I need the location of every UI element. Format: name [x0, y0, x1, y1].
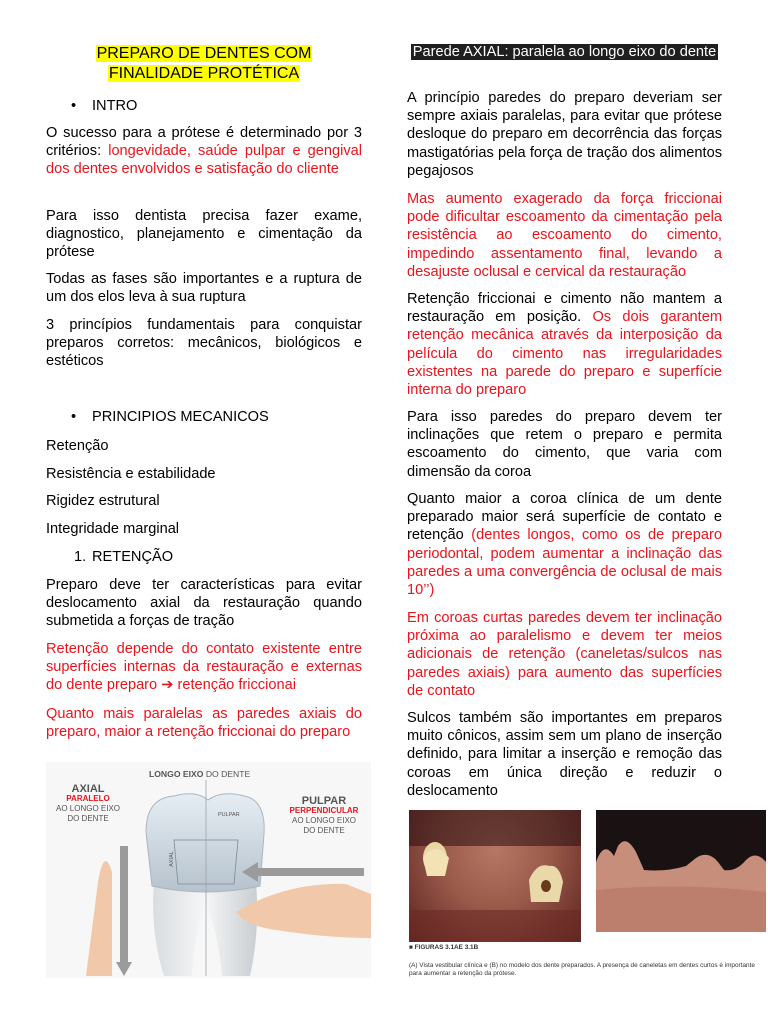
paragraph-inclinacoes: Para isso paredes do preparo devem ter inclinações que retem o preparo e permita escoamento do cimento, que varia com dimensão da coroa — [407, 409, 722, 480]
list-item: Resistência e estabilidade — [46, 466, 216, 482]
bullet-dot: • — [71, 98, 77, 114]
numbered-index: 1. — [74, 549, 87, 565]
pulpar-line-2: AO LONGO EIXO — [291, 816, 356, 825]
inner-pulpar-label: PULPAR — [218, 812, 240, 818]
axial-subtitle: PARALELO — [66, 794, 110, 803]
paragraph-coroas-curtas: Em coroas curtas paredes devem ter inclinação próxima ao paralelismo e devem ter meios adicionais de retenção (caneletas/sulcos nas paredes axiais) para aumento das superfícies de contato — [407, 610, 722, 699]
figure-label: ■ FIGURAS 3.1AE 3.1B — [409, 944, 479, 951]
long-axis-bold: LONGO EIXO — [149, 769, 204, 779]
pulpar-line-3: DO DENTE — [303, 826, 345, 835]
paragraph-aumento-exagerado: Mas aumento exagerado da força friccionai pode dificultar escoamento da cimentação pela resistência ao escoamento do cimento, impedindo assentamento final, levando a desajuste oclusal e cervical da restauração — [407, 191, 722, 280]
clinical-photo-a-image — [409, 810, 581, 942]
paragraph-coroa-clinica — [407, 490, 722, 599]
list-item: Retenção — [46, 438, 109, 454]
axial-heading — [407, 43, 722, 62]
text-red: Retenção depende do contato existente entre superfícies internas da restauração e externas do dente preparo — [46, 641, 362, 694]
text-black: Quanto maior a coroa clínica de um dente preparado maior será superfície de contato e retenção — [407, 491, 722, 544]
title-line-1: PREPARO DE DENTES COM — [96, 45, 312, 62]
page-title — [46, 44, 362, 84]
bullet-mech-label: PRINCIPIOS MECANICOS — [92, 409, 269, 425]
bullet-intro-label: INTRO — [92, 98, 138, 114]
axial-title: AXIAL — [71, 783, 105, 795]
figure-caption: (A) Vista vestibular clínica e (B) no modelo dos dente preparados. A presença de caneletas em dentes curtos é importante para aumentar a retenção da prótese. — [409, 962, 755, 977]
paragraph-success-criteria — [46, 124, 362, 179]
text-red: retenção friccionai — [173, 677, 296, 694]
long-axis-label — [149, 769, 250, 779]
inner-axial-label: AXIAL — [168, 851, 175, 867]
list-item: Integridade marginal — [46, 521, 180, 537]
paragraph-phases: Todas as fases são importantes e a ruptura de um dos elos leva à sua ruptura — [46, 271, 362, 306]
axial-line-3: DO DENTE — [67, 814, 109, 823]
long-axis-rest: DO DENTE — [203, 769, 251, 779]
list-item: Rigidez estrutural — [46, 493, 160, 509]
paragraph-principles: 3 princípios fundamentais para conquistar preparos corretos: mecânicos, biológicos e estéticos — [46, 317, 362, 370]
paragraph-sulcos: Sulcos também são importantes em preparos muito cônicos, assim sem um plano de inserção definido, para limitar a inserção e remoção das coroas em única direção e reduzir o deslocamento — [407, 710, 722, 799]
axial-label-block — [48, 784, 128, 824]
paragraph-retencao-contato — [46, 640, 362, 695]
numbered-retencao — [46, 548, 362, 566]
text-black: O sucesso para a prótese é determinado por 3 critérios: — [46, 125, 362, 160]
text-red: Os dois garantem retenção mecânica através da interposição da película do cimento nas irregularidades existentes na parede do preparo e superfície interna do preparo — [407, 309, 723, 399]
text-red: (dentes longos, como os de preparo periodontal, podem aumentar a inclinação das paredes a uma convergência de oclusal de mais 10’’) — [407, 527, 722, 599]
text-red: longevidade, saúde pulpar e gengival dos dentes envolvidos e satisfação do cliente — [46, 143, 362, 178]
numbered-label: RETENÇÃO — [92, 549, 174, 565]
pulpar-title: PULPAR — [301, 795, 347, 807]
axial-heading-text: Parede AXIAL: paralela ao longo eixo do dente — [412, 44, 717, 60]
tooth-diagram — [46, 762, 371, 978]
model-photo-b — [596, 810, 766, 932]
pulpar-label-block — [278, 796, 370, 836]
model-photo-b-image — [596, 810, 766, 932]
paragraph-preparo: Preparo deve ter características para evitar deslocamento axial da restauração quando submetida a forças de tração — [46, 577, 362, 630]
paragraph-exam: Para isso dentista precisa fazer exame, diagnostico, planejamento e cimentação da prótese — [46, 208, 362, 261]
bullet-mech — [46, 408, 362, 426]
paragraph-cimento — [407, 290, 722, 399]
paragraph-paralelas: Quanto mais paralelas as paredes axiais do preparo, maior a retenção friccionai do preparo — [46, 706, 362, 741]
clinical-photo-a — [409, 810, 581, 942]
title-line-2: FINALIDADE PROTÉTICA — [108, 65, 300, 82]
arrow-icon: ➔ — [161, 677, 174, 694]
text-black: Retenção friccionai e cimento não mantem a restauração em posição. — [407, 291, 722, 326]
bullet-dot: • — [71, 409, 77, 425]
bullet-intro — [46, 97, 362, 115]
pulpar-subtitle: PERPENDICULAR — [289, 806, 359, 815]
axial-line-2: AO LONGO EIXO — [55, 804, 120, 813]
paragraph-paredes-axiais: A princípio paredes do preparo deveriam ser sempre axiais paralelas, para evitar que prótese desloque do preparo em decorrência das forças mastigatórias pela força de tração dos alimentos pegajosos — [407, 90, 722, 179]
